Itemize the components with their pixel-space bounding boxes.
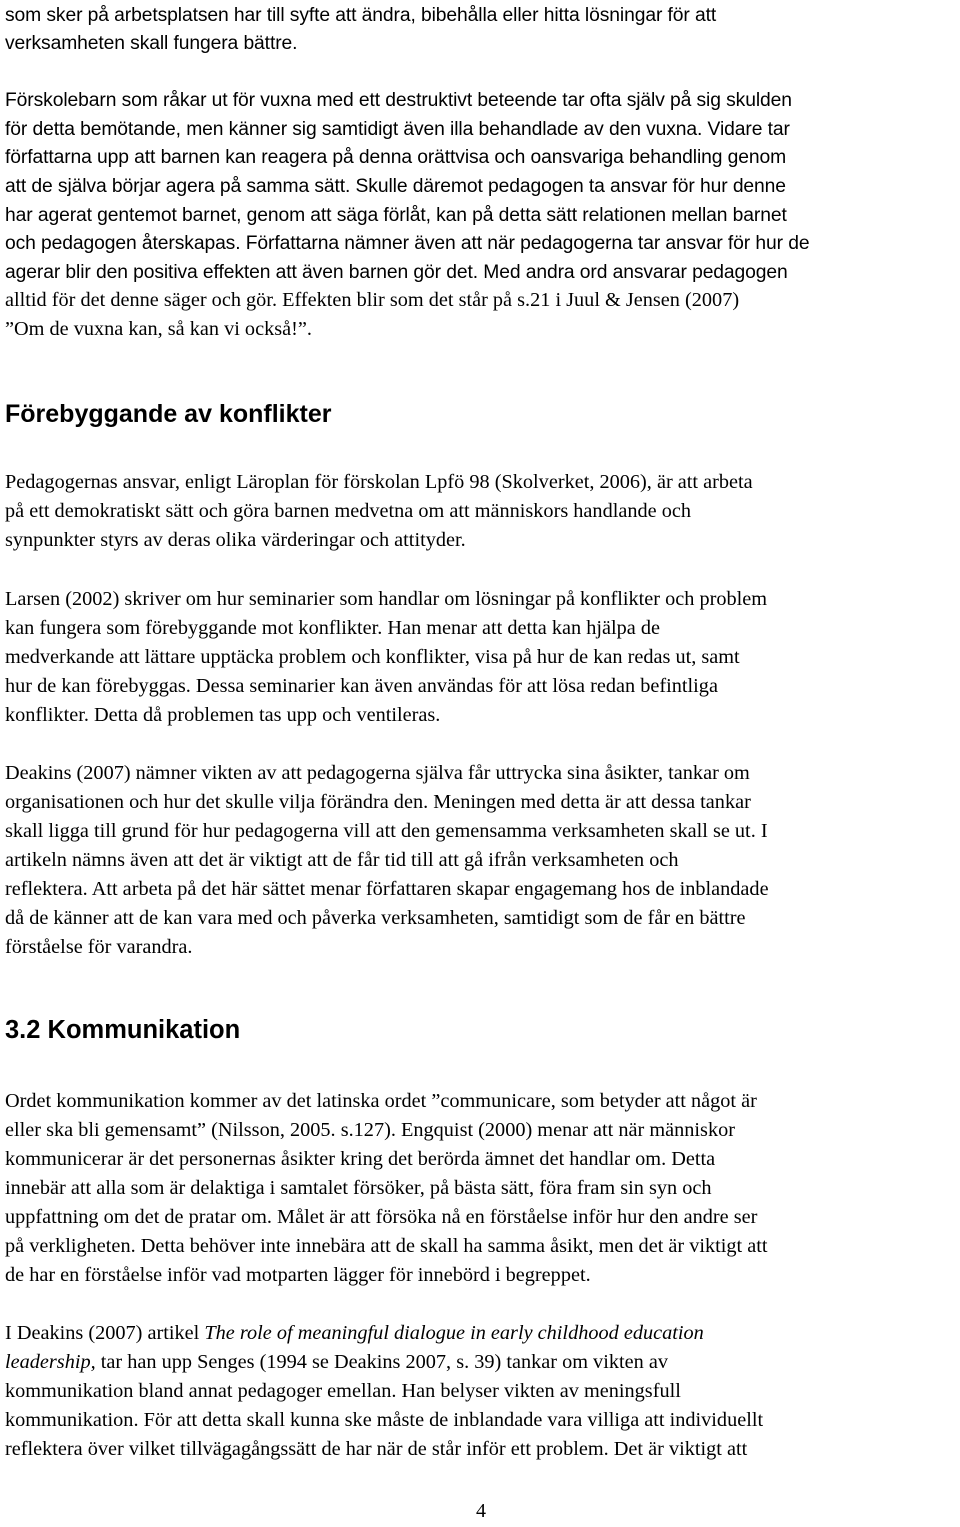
paragraph-line [5,1348,668,1377]
paragraph-line: synpunkter styrs av deras olika värderingar och attityder. [5,529,466,551]
paragraph-line: på ett demokratiskt sätt och göra barnen medvetna om att människors handlande och [5,500,691,522]
paragraph-line: som sker på arbetsplatsen har till syfte att ändra, bibehålla eller hitta lösningar för att [5,5,717,26]
paragraph-line: skall ligga till grund för hur pedagogerna vill att den gemensamma verksamheten skall se ut. I [5,820,768,842]
paragraph-line: agerar blir den positiva effekten att även barnen gör det. Med andra ord ansvarar pedagogen [5,262,788,283]
text-run: tar han upp Senges (1994 se Deakins 2007, s. 39) tankar om vikten av [95,1351,668,1373]
paragraph-line: kommunikation. För att detta skall kunna ske måste de inblandade vara villiga att individuellt [5,1409,764,1431]
paragraph-line: att de själva börjar agera på samma sätt. Skulle däremot pedagogen ta ansvar för hur denne [5,176,786,197]
paragraph-line: då de känner att de kan vara med och påverka verksamheten, samtidigt som de får en bättre [5,907,746,929]
paragraph-line: hur de kan förebyggas. Dessa seminarier kan även användas för att lösa redan befintliga [5,675,718,697]
paragraph-line: de har en förståelse inför vad motparten lägger för innebörd i begreppet. [5,1264,591,1286]
section-heading: 3.2 Kommunikation [5,1016,241,1044]
paragraph-line: artikeln nämns även att det är viktigt att de får tid till att gå ifrån verksamheten och [5,849,679,871]
paragraph-line: kan fungera som förebyggande mot konflikter. Han menar att detta kan hjälpa de [5,617,660,639]
page-number: 4 [476,1500,486,1522]
paragraph-line [5,1319,704,1348]
article-title: The role of meaningful dialogue in early childhood education [204,1322,704,1344]
paragraph-line: alltid för det denne säger och gör. Effekten blir som det står på s.21 i Juul & Jensen (2007) [5,289,740,311]
paragraph-line: organisationen och hur det skulle vilja förändra den. Meningen med detta är att dessa tankar [5,791,751,813]
paragraph-line: innebär att alla som är delaktiga i samtalet försöker, på bästa sätt, föra fram sin syn och [5,1177,712,1199]
paragraph-line: ”Om de vuxna kan, så kan vi också!”. [5,318,312,340]
paragraph-line: reflektera. Att arbeta på det här sättet menar författaren skapar engagemang hos de inblandade [5,878,769,900]
paragraph-line: och pedagogen återskapas. Författarna nämner även att när pedagogerna tar ansvar för hur de [5,233,810,254]
paragraph-line: Förskolebarn som råkar ut för vuxna med ett destruktivt beteende tar ofta själv på sig skulden [5,90,792,111]
paragraph-line: på verkligheten. Detta behöver inte innebära att de skall ha samma åsikt, men det är viktigt att [5,1235,768,1257]
paragraph-line: förståelse för varandra. [5,936,193,958]
paragraph-line: verksamheten skall fungera bättre. [5,33,298,54]
paragraph-line: konflikter. Detta då problemen tas upp och ventileras. [5,704,441,726]
paragraph-line: reflektera över vilket tillvägagångssätt de har när de står inför ett problem. Det är viktigt att [5,1438,748,1460]
paragraph-line: uppfattning om det de pratar om. Målet är att försöka nå en förståelse inför hur den andre ser [5,1206,758,1228]
paragraph-line: kommunikation bland annat pedagoger emellan. Han belyser vikten av meningsfull [5,1380,681,1402]
section-heading: Förebyggande av konflikter [5,400,332,428]
paragraph-line: Pedagogernas ansvar, enligt Läroplan för förskolan Lpfö 98 (Skolverket, 2006), är att arbeta [5,471,753,493]
paragraph-line: eller ska bli gemensamt” (Nilsson, 2005. s.127). Engquist (2000) menar att när människor [5,1119,735,1141]
paragraph-line: författarna upp att barnen kan reagera på denna orättvisa och oansvariga behandling genom [5,147,787,168]
paragraph-line: medverkande att lättare upptäcka problem och konflikter, visa på hur de kan redas ut, samt [5,646,740,668]
text-run: I Deakins (2007) artikel [5,1322,205,1344]
paragraph-line: Deakins (2007) nämner vikten av att pedagogerna själva får uttrycka sina åsikter, tankar om [5,762,750,784]
paragraph-line: för detta bemötande, men känner sig samtidigt även illa behandlade av den vuxna. Vidare tar [5,119,790,140]
paragraph-line: Ordet kommunikation kommer av det latinska ordet ”communicare, som betyder att något är [5,1090,757,1112]
paragraph-line: kommunicerar är det personernas åsikter kring det berörda ämnet det handlar om. Detta [5,1148,716,1170]
paragraph-line: Larsen (2002) skriver om hur seminarier som handlar om lösningar på konflikter och problem [5,588,768,610]
article-title: leadership, [5,1351,96,1373]
paragraph-line: har agerat gentemot barnet, genom att säga förlåt, kan på detta sätt relationen mellan barnet [5,205,787,226]
